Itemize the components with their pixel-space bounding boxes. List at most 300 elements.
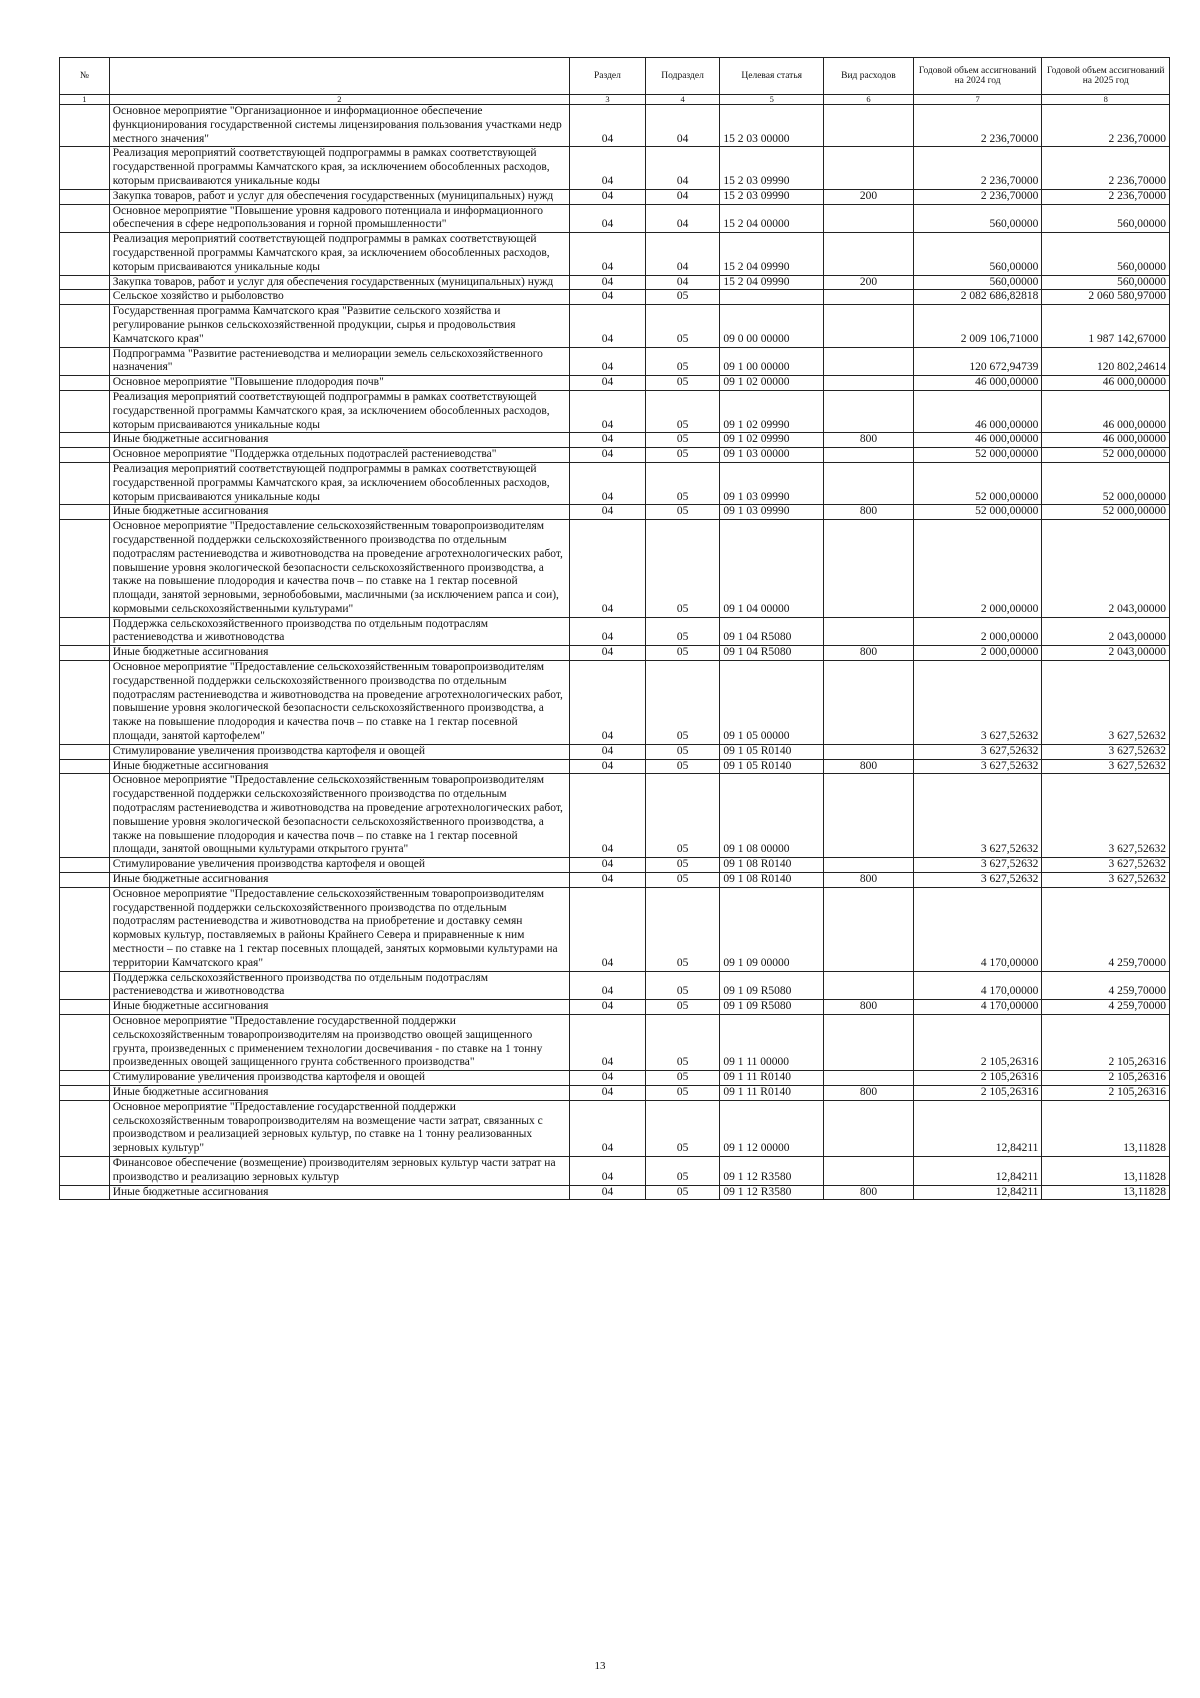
expense-type-cell	[824, 887, 914, 971]
target-article-cell: 15 2 04 09990	[720, 233, 824, 275]
row-name-cell: Финансовое обеспечение (возмещение) производителям зерновых культур части затрат на производство и реализацию зерновых культур	[109, 1156, 569, 1185]
row-name-cell: Основное мероприятие "Поддержка отдельных подотраслей растениеводства"	[109, 448, 569, 463]
table-row	[60, 1185, 1170, 1200]
volume-2024-cell: 3 627,52632	[913, 661, 1042, 745]
podrazdel-cell: 05	[645, 858, 720, 873]
podrazdel-cell: 05	[645, 390, 720, 432]
volume-2025-cell: 560,00000	[1042, 275, 1170, 290]
row-name-cell: Иные бюджетные ассигнования	[109, 433, 569, 448]
row-name-cell: Реализация мероприятий соответствующей подпрограммы в рамках соответствующей государственной программы Камчатского края, за исключением обособленных расходов, которым присваиваются уникальные коды	[109, 390, 569, 432]
podrazdel-cell: 05	[645, 376, 720, 391]
expense-type-cell	[824, 971, 914, 1000]
table-row	[60, 275, 1170, 290]
volume-2025-cell: 2 236,70000	[1042, 189, 1170, 204]
volume-2024-cell: 3 627,52632	[913, 759, 1042, 774]
razdel-cell: 04	[570, 774, 646, 858]
row-name-cell: Основное мероприятие "Организационное и информационное обеспечение функционирования государственной системы лицензирования пользования участками недр местного значения"	[109, 105, 569, 147]
row-number-cell	[60, 661, 110, 745]
razdel-cell: 04	[570, 1156, 646, 1185]
row-name-cell: Основное мероприятие "Повышение плодородия почв"	[109, 376, 569, 391]
header-target-article: Целевая статья	[720, 58, 824, 95]
podrazdel-cell: 05	[645, 290, 720, 305]
row-number-cell	[60, 189, 110, 204]
row-number-cell	[60, 233, 110, 275]
podrazdel-cell: 05	[645, 774, 720, 858]
header-podrazdel: Подраздел	[645, 58, 720, 95]
row-number-cell	[60, 275, 110, 290]
row-name-cell: Реализация мероприятий соответствующей подпрограммы в рамках соответствующей государственной программы Камчатского края, за исключением обособленных расходов, которым присваиваются уникальные коды	[109, 233, 569, 275]
volume-2025-cell: 2 236,70000	[1042, 147, 1170, 189]
razdel-cell: 04	[570, 1085, 646, 1100]
column-index-row	[60, 95, 1170, 105]
razdel-cell: 04	[570, 189, 646, 204]
expense-type-cell	[824, 105, 914, 147]
table-row	[60, 390, 1170, 432]
volume-2025-cell: 120 802,24614	[1042, 347, 1170, 376]
target-article-cell: 15 2 03 00000	[720, 105, 824, 147]
expense-type-cell	[824, 462, 914, 504]
target-article-cell: 09 0 00 00000	[720, 305, 824, 347]
volume-2025-cell: 3 627,52632	[1042, 759, 1170, 774]
razdel-cell: 04	[570, 646, 646, 661]
podrazdel-cell: 05	[645, 617, 720, 646]
volume-2024-cell: 2 236,70000	[913, 189, 1042, 204]
podrazdel-cell: 05	[645, 1000, 720, 1015]
volume-2025-cell: 46 000,00000	[1042, 376, 1170, 391]
header-volume-2025: Годовой объем ассигнований на 2025 год	[1042, 58, 1170, 95]
target-article-cell: 09 1 08 R0140	[720, 858, 824, 873]
row-name-cell: Стимулирование увеличения производства картофеля и овощей	[109, 858, 569, 873]
table-row	[60, 433, 1170, 448]
target-article-cell: 09 1 02 00000	[720, 376, 824, 391]
target-article-cell: 09 1 03 09990	[720, 462, 824, 504]
razdel-cell: 04	[570, 1071, 646, 1086]
volume-2024-cell: 52 000,00000	[913, 505, 1042, 520]
row-name-cell: Основное мероприятие "Предоставление государственной поддержки сельскохозяйственным товаропроизводителям на возмещение части затрат, связанных с производством и реализацией зерновых культур, по ставке на 1 тонну реализованных зерновых культур"	[109, 1100, 569, 1156]
table-row	[60, 505, 1170, 520]
razdel-cell: 04	[570, 759, 646, 774]
volume-2025-cell: 2 043,00000	[1042, 646, 1170, 661]
table-row	[60, 646, 1170, 661]
row-number-cell	[60, 858, 110, 873]
volume-2025-cell: 3 627,52632	[1042, 661, 1170, 745]
volume-2025-cell: 3 627,52632	[1042, 858, 1170, 873]
volume-2025-cell: 2 105,26316	[1042, 1015, 1170, 1071]
target-article-cell: 09 1 11 R0140	[720, 1071, 824, 1086]
podrazdel-cell: 04	[645, 105, 720, 147]
volume-2025-cell: 52 000,00000	[1042, 505, 1170, 520]
volume-2025-cell: 2 060 580,97000	[1042, 290, 1170, 305]
volume-2024-cell: 2 082 686,82818	[913, 290, 1042, 305]
volume-2024-cell: 2 000,00000	[913, 646, 1042, 661]
razdel-cell: 04	[570, 448, 646, 463]
row-name-cell: Реализация мероприятий соответствующей подпрограммы в рамках соответствующей государственной программы Камчатского края, за исключением обособленных расходов, которым присваиваются уникальные коды	[109, 462, 569, 504]
expense-type-cell	[824, 233, 914, 275]
expense-type-cell	[824, 617, 914, 646]
column-index: 2	[109, 95, 569, 105]
volume-2025-cell: 560,00000	[1042, 233, 1170, 275]
volume-2025-cell: 13,11828	[1042, 1156, 1170, 1185]
volume-2024-cell: 2 000,00000	[913, 520, 1042, 618]
expense-type-cell: 800	[824, 505, 914, 520]
header-expense-type: Вид расходов	[824, 58, 914, 95]
volume-2024-cell: 12,84211	[913, 1100, 1042, 1156]
row-name-cell: Иные бюджетные ассигнования	[109, 646, 569, 661]
row-name-cell: Стимулирование увеличения производства картофеля и овощей	[109, 1071, 569, 1086]
table-row	[60, 887, 1170, 971]
row-number-cell	[60, 147, 110, 189]
row-name-cell: Подпрограмма "Развитие растениеводства и мелиорации земель сельскохозяйственного назначения"	[109, 347, 569, 376]
expense-type-cell	[824, 204, 914, 233]
row-number-cell	[60, 390, 110, 432]
expense-type-cell	[824, 744, 914, 759]
header-volume-2024: Годовой объем ассигнований на 2024 год	[913, 58, 1042, 95]
podrazdel-cell: 05	[645, 1185, 720, 1200]
podrazdel-cell: 05	[645, 305, 720, 347]
expense-type-cell	[824, 774, 914, 858]
row-number-cell	[60, 376, 110, 391]
table-body	[60, 105, 1170, 1200]
target-article-cell: 15 2 04 00000	[720, 204, 824, 233]
table-row	[60, 971, 1170, 1000]
volume-2024-cell: 4 170,00000	[913, 1000, 1042, 1015]
page-number: 13	[594, 1660, 606, 1672]
header-name	[109, 58, 569, 95]
column-index: 8	[1042, 95, 1170, 105]
podrazdel-cell: 05	[645, 971, 720, 1000]
row-name-cell: Основное мероприятие "Повышение уровня кадрового потенциала и информационного обеспечения в сфере недропользования и горной промышленности"	[109, 204, 569, 233]
expense-type-cell	[824, 376, 914, 391]
table-row	[60, 520, 1170, 618]
volume-2024-cell: 52 000,00000	[913, 448, 1042, 463]
volume-2025-cell: 4 259,70000	[1042, 887, 1170, 971]
table-row	[60, 462, 1170, 504]
volume-2025-cell: 3 627,52632	[1042, 873, 1170, 888]
column-index: 1	[60, 95, 110, 105]
column-index: 5	[720, 95, 824, 105]
target-article-cell: 15 2 04 09990	[720, 275, 824, 290]
volume-2024-cell: 3 627,52632	[913, 873, 1042, 888]
row-number-cell	[60, 105, 110, 147]
row-number-cell	[60, 520, 110, 618]
razdel-cell: 04	[570, 347, 646, 376]
row-number-cell	[60, 305, 110, 347]
target-article-cell: 09 1 11 00000	[720, 1015, 824, 1071]
row-name-cell: Основное мероприятие "Предоставление сельскохозяйственным товаропроизводителям государственной поддержки сельскохозяйственного производства по отдельным подотраслям растениеводства и животноводства на приобретение и доставку семян кормовых культур, поставляемых в районы Крайнего Севера и приравненные к ним местности – по ставке на 1 гектар посевных площадей, занятых кормовыми культурами на территории Камчатского края"	[109, 887, 569, 971]
volume-2025-cell: 1 987 142,67000	[1042, 305, 1170, 347]
column-index: 3	[570, 95, 646, 105]
row-name-cell: Основное мероприятие "Предоставление государственной поддержки сельскохозяйственным товаропроизводителям на производство овощей защищенного грунта, произведенных с применением технологии досвечивания - по ставке на 1 тонну произведенных овощей защищенного грунта собственного производства"	[109, 1015, 569, 1071]
volume-2024-cell: 3 627,52632	[913, 744, 1042, 759]
volume-2024-cell: 4 170,00000	[913, 887, 1042, 971]
target-article-cell: 09 1 11 R0140	[720, 1085, 824, 1100]
row-number-cell	[60, 1085, 110, 1100]
volume-2024-cell: 560,00000	[913, 204, 1042, 233]
target-article-cell: 09 1 00 00000	[720, 347, 824, 376]
volume-2025-cell: 2 043,00000	[1042, 520, 1170, 618]
volume-2025-cell: 52 000,00000	[1042, 462, 1170, 504]
target-article-cell: 09 1 08 R0140	[720, 873, 824, 888]
razdel-cell: 04	[570, 617, 646, 646]
razdel-cell: 04	[570, 390, 646, 432]
razdel-cell: 04	[570, 858, 646, 873]
volume-2024-cell: 12,84211	[913, 1156, 1042, 1185]
podrazdel-cell: 05	[645, 646, 720, 661]
expense-type-cell	[824, 290, 914, 305]
volume-2024-cell: 560,00000	[913, 233, 1042, 275]
razdel-cell: 04	[570, 505, 646, 520]
table-row	[60, 376, 1170, 391]
razdel-cell: 04	[570, 105, 646, 147]
row-name-cell: Закупка товаров, работ и услуг для обеспечения государственных (муниципальных) нужд	[109, 275, 569, 290]
table-row	[60, 1071, 1170, 1086]
podrazdel-cell: 05	[645, 1100, 720, 1156]
razdel-cell: 04	[570, 233, 646, 275]
volume-2024-cell: 2 105,26316	[913, 1071, 1042, 1086]
volume-2024-cell: 2 000,00000	[913, 617, 1042, 646]
podrazdel-cell: 05	[645, 744, 720, 759]
razdel-cell: 04	[570, 305, 646, 347]
row-number-cell	[60, 774, 110, 858]
row-name-cell: Иные бюджетные ассигнования	[109, 505, 569, 520]
expense-type-cell: 800	[824, 1185, 914, 1200]
row-name-cell: Стимулирование увеличения производства картофеля и овощей	[109, 744, 569, 759]
row-number-cell	[60, 505, 110, 520]
budget-sheet	[59, 57, 1170, 1200]
row-name-cell: Закупка товаров, работ и услуг для обеспечения государственных (муниципальных) нужд	[109, 189, 569, 204]
volume-2025-cell: 4 259,70000	[1042, 971, 1170, 1000]
expense-type-cell: 200	[824, 275, 914, 290]
razdel-cell: 04	[570, 971, 646, 1000]
row-name-cell: Иные бюджетные ассигнования	[109, 873, 569, 888]
podrazdel-cell: 04	[645, 233, 720, 275]
razdel-cell: 04	[570, 1185, 646, 1200]
table-row	[60, 617, 1170, 646]
volume-2024-cell: 2 105,26316	[913, 1015, 1042, 1071]
target-article-cell: 09 1 09 R5080	[720, 1000, 824, 1015]
podrazdel-cell: 04	[645, 147, 720, 189]
row-number-cell	[60, 887, 110, 971]
target-article-cell: 09 1 02 09990	[720, 433, 824, 448]
target-article-cell: 09 1 04 R5080	[720, 646, 824, 661]
podrazdel-cell: 05	[645, 1015, 720, 1071]
table-row	[60, 448, 1170, 463]
target-article-cell: 09 1 02 09990	[720, 390, 824, 432]
row-name-cell: Иные бюджетные ассигнования	[109, 759, 569, 774]
target-article-cell: 09 1 03 09990	[720, 505, 824, 520]
razdel-cell: 04	[570, 1000, 646, 1015]
expense-type-cell	[824, 1100, 914, 1156]
row-name-cell: Иные бюджетные ассигнования	[109, 1085, 569, 1100]
table-row	[60, 1100, 1170, 1156]
razdel-cell: 04	[570, 275, 646, 290]
expense-type-cell	[824, 147, 914, 189]
target-article-cell: 09 1 03 00000	[720, 448, 824, 463]
row-name-cell: Государственная программа Камчатского края "Развитие сельского хозяйства и регулирование рынков сельскохозяйственной продукции, сырья и продовольствия Камчатского края"	[109, 305, 569, 347]
podrazdel-cell: 05	[645, 347, 720, 376]
column-index: 6	[824, 95, 914, 105]
target-article-cell: 09 1 04 R5080	[720, 617, 824, 646]
target-article-cell: 09 1 12 R3580	[720, 1185, 824, 1200]
podrazdel-cell: 05	[645, 520, 720, 618]
table-row	[60, 759, 1170, 774]
razdel-cell: 04	[570, 661, 646, 745]
podrazdel-cell: 05	[645, 505, 720, 520]
target-article-cell: 09 1 04 00000	[720, 520, 824, 618]
expense-type-cell: 800	[824, 433, 914, 448]
volume-2024-cell: 120 672,94739	[913, 347, 1042, 376]
target-article-cell: 09 1 12 00000	[720, 1100, 824, 1156]
razdel-cell: 04	[570, 433, 646, 448]
podrazdel-cell: 05	[645, 1085, 720, 1100]
target-article-cell: 09 1 05 R0140	[720, 759, 824, 774]
table-row	[60, 1085, 1170, 1100]
row-name-cell: Реализация мероприятий соответствующей подпрограммы в рамках соответствующей государственной программы Камчатского края, за исключением обособленных расходов, которым присваиваются уникальные коды	[109, 147, 569, 189]
table-row	[60, 873, 1170, 888]
razdel-cell: 04	[570, 376, 646, 391]
volume-2024-cell: 2 236,70000	[913, 147, 1042, 189]
volume-2024-cell: 2 236,70000	[913, 105, 1042, 147]
razdel-cell: 04	[570, 887, 646, 971]
table-row	[60, 858, 1170, 873]
expense-type-cell: 800	[824, 1000, 914, 1015]
expense-type-cell	[824, 1015, 914, 1071]
row-number-cell	[60, 1000, 110, 1015]
expense-type-cell: 800	[824, 759, 914, 774]
volume-2025-cell: 52 000,00000	[1042, 448, 1170, 463]
table-row	[60, 1015, 1170, 1071]
budget-table	[59, 57, 1170, 1200]
podrazdel-cell: 05	[645, 887, 720, 971]
row-number-cell	[60, 1185, 110, 1200]
target-article-cell: 15 2 03 09990	[720, 189, 824, 204]
table-row	[60, 774, 1170, 858]
volume-2025-cell: 46 000,00000	[1042, 390, 1170, 432]
row-number-cell	[60, 617, 110, 646]
row-name-cell: Иные бюджетные ассигнования	[109, 1185, 569, 1200]
expense-type-cell	[824, 520, 914, 618]
row-name-cell: Поддержка сельскохозяйственного производства по отдельным подотраслям растениеводства и животноводства	[109, 617, 569, 646]
table-row	[60, 204, 1170, 233]
table-row	[60, 305, 1170, 347]
volume-2024-cell: 2 105,26316	[913, 1085, 1042, 1100]
razdel-cell: 04	[570, 462, 646, 504]
volume-2025-cell: 2 105,26316	[1042, 1085, 1170, 1100]
table-row	[60, 290, 1170, 305]
table-row	[60, 189, 1170, 204]
volume-2024-cell: 12,84211	[913, 1185, 1042, 1200]
table-row	[60, 233, 1170, 275]
table-row	[60, 147, 1170, 189]
column-index: 7	[913, 95, 1042, 105]
podrazdel-cell: 04	[645, 275, 720, 290]
razdel-cell: 04	[570, 1015, 646, 1071]
target-article-cell: 09 1 12 R3580	[720, 1156, 824, 1185]
expense-type-cell: 200	[824, 189, 914, 204]
expense-type-cell: 800	[824, 646, 914, 661]
expense-type-cell	[824, 390, 914, 432]
target-article-cell	[720, 290, 824, 305]
podrazdel-cell: 05	[645, 873, 720, 888]
row-number-cell	[60, 433, 110, 448]
volume-2025-cell: 2 105,26316	[1042, 1071, 1170, 1086]
volume-2025-cell: 13,11828	[1042, 1185, 1170, 1200]
volume-2025-cell: 560,00000	[1042, 204, 1170, 233]
volume-2025-cell: 2 236,70000	[1042, 105, 1170, 147]
expense-type-cell	[824, 661, 914, 745]
expense-type-cell	[824, 347, 914, 376]
row-name-cell: Сельское хозяйство и рыболовство	[109, 290, 569, 305]
podrazdel-cell: 05	[645, 448, 720, 463]
row-number-cell	[60, 448, 110, 463]
podrazdel-cell: 05	[645, 1071, 720, 1086]
target-article-cell: 09 1 09 R5080	[720, 971, 824, 1000]
row-name-cell: Поддержка сельскохозяйственного производства по отдельным подотраслям растениеводства и животноводства	[109, 971, 569, 1000]
table-row	[60, 347, 1170, 376]
row-name-cell: Иные бюджетные ассигнования	[109, 1000, 569, 1015]
target-article-cell: 09 1 09 00000	[720, 887, 824, 971]
volume-2024-cell: 3 627,52632	[913, 774, 1042, 858]
expense-type-cell	[824, 1156, 914, 1185]
volume-2024-cell: 560,00000	[913, 275, 1042, 290]
podrazdel-cell: 05	[645, 661, 720, 745]
row-number-cell	[60, 347, 110, 376]
target-article-cell: 09 1 05 00000	[720, 661, 824, 745]
table-row	[60, 744, 1170, 759]
volume-2025-cell: 46 000,00000	[1042, 433, 1170, 448]
row-name-cell: Основное мероприятие "Предоставление сельскохозяйственным товаропроизводителям государственной поддержки сельскохозяйственного производства по отдельным подотраслям растениеводства и животноводства на проведение агротехнологических работ, повышение уровня экологической безопасности сельскохозяйственного производства, а также на повышение плодородия и качества почв – по ставке на 1 гектар посевной площади, занятой зерновыми, зернобобовыми, масличными (за исключением рапса и сои), кормовыми сельскохозяйственными культурами"	[109, 520, 569, 618]
target-article-cell: 15 2 03 09990	[720, 147, 824, 189]
header-number: №	[60, 58, 110, 95]
volume-2024-cell: 4 170,00000	[913, 971, 1042, 1000]
header-razdel: Раздел	[570, 58, 646, 95]
podrazdel-cell: 04	[645, 204, 720, 233]
row-number-cell	[60, 744, 110, 759]
column-index: 4	[645, 95, 720, 105]
podrazdel-cell: 05	[645, 1156, 720, 1185]
row-number-cell	[60, 873, 110, 888]
razdel-cell: 04	[570, 204, 646, 233]
expense-type-cell: 800	[824, 1085, 914, 1100]
row-number-cell	[60, 1100, 110, 1156]
podrazdel-cell: 05	[645, 433, 720, 448]
podrazdel-cell: 04	[645, 189, 720, 204]
volume-2024-cell: 46 000,00000	[913, 390, 1042, 432]
table-row	[60, 661, 1170, 745]
row-number-cell	[60, 1015, 110, 1071]
volume-2025-cell: 3 627,52632	[1042, 744, 1170, 759]
row-number-cell	[60, 1071, 110, 1086]
expense-type-cell	[824, 858, 914, 873]
volume-2025-cell: 3 627,52632	[1042, 774, 1170, 858]
razdel-cell: 04	[570, 873, 646, 888]
razdel-cell: 04	[570, 290, 646, 305]
expense-type-cell: 800	[824, 873, 914, 888]
row-number-cell	[60, 646, 110, 661]
row-name-cell: Основное мероприятие "Предоставление сельскохозяйственным товаропроизводителям государственной поддержки сельскохозяйственного производства по отдельным подотраслям растениеводства и животноводства на проведение агротехнологических работ, повышение уровня экологической безопасности сельскохозяйственного производства, а также на повышение плодородия и качества почв – по ставке на 1 гектар посевной площади, занятой картофелем"	[109, 661, 569, 745]
table-row	[60, 105, 1170, 147]
razdel-cell: 04	[570, 147, 646, 189]
expense-type-cell	[824, 448, 914, 463]
razdel-cell: 04	[570, 520, 646, 618]
table-row	[60, 1156, 1170, 1185]
volume-2024-cell: 46 000,00000	[913, 376, 1042, 391]
podrazdel-cell: 05	[645, 759, 720, 774]
row-number-cell	[60, 204, 110, 233]
razdel-cell: 04	[570, 744, 646, 759]
row-number-cell	[60, 462, 110, 504]
table-row	[60, 1000, 1170, 1015]
